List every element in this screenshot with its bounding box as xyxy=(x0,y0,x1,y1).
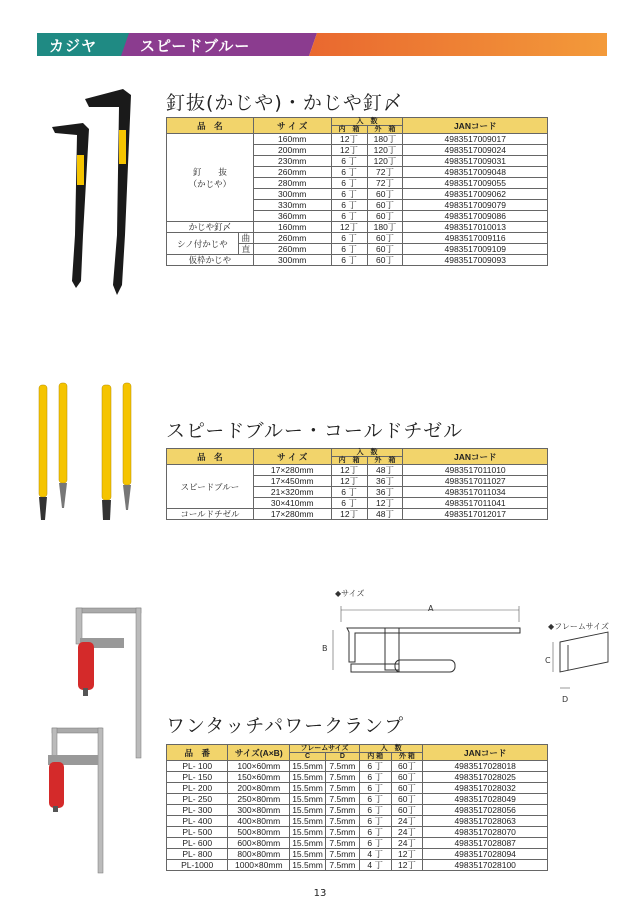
col-inner: 内 箱 xyxy=(331,457,367,465)
inner-cell: 6 丁 xyxy=(359,827,391,838)
inner-cell: 12丁 xyxy=(331,476,367,487)
model-cell: PL- 300 xyxy=(167,805,228,816)
size-cell: 400×80mm xyxy=(228,816,290,827)
size-cell: 200×80mm xyxy=(228,783,290,794)
inner-cell: 6 丁 xyxy=(331,178,367,189)
d-cell: 7.5mm xyxy=(325,838,359,849)
jan-cell: 4983517009055 xyxy=(403,178,548,189)
size-cell: 30×410mm xyxy=(253,498,331,509)
jan-cell: 4983517028025 xyxy=(423,772,548,783)
outer-cell: 36丁 xyxy=(367,476,403,487)
d-cell: 7.5mm xyxy=(325,772,359,783)
inner-cell: 6 丁 xyxy=(359,794,391,805)
size-cell: 17×280mm xyxy=(253,465,331,476)
model-cell: PL- 500 xyxy=(167,827,228,838)
jan-cell: 4983517009093 xyxy=(403,255,548,266)
size-cell: 160mm xyxy=(253,134,331,145)
inner-cell: 6 丁 xyxy=(359,805,391,816)
outer-cell: 60丁 xyxy=(391,794,423,805)
jan-cell: 4983517011034 xyxy=(403,487,548,498)
outer-cell: 72丁 xyxy=(367,178,403,189)
clamp-illustration xyxy=(40,600,160,880)
jan-cell: 4983517009031 xyxy=(403,156,548,167)
size-cell: 17×450mm xyxy=(253,476,331,487)
variant-label: 直 xyxy=(241,243,251,254)
c-cell: 15.5mm xyxy=(290,761,326,772)
inner-cell: 12丁 xyxy=(331,465,367,476)
jan-cell: 4983517028087 xyxy=(423,838,548,849)
nail-puller-table xyxy=(166,117,548,266)
d-cell: 7.5mm xyxy=(325,794,359,805)
jan-cell: 4983517009048 xyxy=(403,167,548,178)
size-cell: 280mm xyxy=(253,178,331,189)
variant-label: 曲 xyxy=(239,233,253,244)
table-row xyxy=(167,134,548,145)
section2-title: スピードブルー・コールドチゼル xyxy=(166,420,464,442)
clamp-table xyxy=(166,744,548,871)
jan-cell: 4983517011010 xyxy=(403,465,548,476)
section3-title: ワンタッチパワークランプ xyxy=(166,715,405,737)
header-banner xyxy=(37,33,607,56)
col-outer: 外 箱 xyxy=(367,457,403,465)
inner-cell: 6 丁 xyxy=(359,783,391,794)
inner-cell: 6 丁 xyxy=(331,498,367,509)
size-cell: 800×80mm xyxy=(228,849,290,860)
outer-cell: 60丁 xyxy=(391,761,423,772)
outer-cell: 60丁 xyxy=(367,233,403,244)
size-cell: 250×80mm xyxy=(228,794,290,805)
jan-cell: 4983517009116 xyxy=(403,233,548,244)
diagram-size-label: ◆サイズ xyxy=(335,589,365,598)
table-row xyxy=(167,233,548,244)
table-row xyxy=(167,761,548,772)
clamp-size-diagram xyxy=(325,600,525,700)
table-row xyxy=(167,816,548,827)
table-row xyxy=(167,805,548,816)
outer-cell: 60丁 xyxy=(391,805,423,816)
inner-cell: 6 丁 xyxy=(331,233,367,244)
inner-cell: 12丁 xyxy=(331,145,367,156)
group-name-cell xyxy=(167,134,254,222)
page-number: 13 xyxy=(313,888,327,899)
jan-cell: 4983517009024 xyxy=(403,145,548,156)
outer-cell: 60丁 xyxy=(391,772,423,783)
inner-cell: 4 丁 xyxy=(359,849,391,860)
d-cell: 7.5mm xyxy=(325,849,359,860)
table-row xyxy=(167,772,548,783)
outer-cell: 180丁 xyxy=(367,222,403,233)
model-cell: PL- 400 xyxy=(167,816,228,827)
outer-cell: 120丁 xyxy=(367,156,403,167)
banner-category: カジヤ xyxy=(49,37,98,55)
outer-cell: 60丁 xyxy=(367,211,403,222)
table-row xyxy=(167,255,548,266)
col-jan: JANコード xyxy=(423,745,548,761)
outer-cell: 12丁 xyxy=(391,849,423,860)
col-name: 品 名 xyxy=(167,449,254,465)
inner-cell: 6 丁 xyxy=(331,487,367,498)
model-cell: PL- 150 xyxy=(167,772,228,783)
dimension-d-label: D xyxy=(562,695,569,704)
d-cell: 7.5mm xyxy=(325,783,359,794)
size-cell: 300mm xyxy=(253,255,331,266)
d-cell: 7.5mm xyxy=(325,827,359,838)
inner-cell: 6 丁 xyxy=(359,772,391,783)
col-outer: 外 箱 xyxy=(391,753,423,761)
outer-cell: 60丁 xyxy=(367,255,403,266)
col-jan: JANコード xyxy=(403,449,548,465)
jan-cell: 4983517028063 xyxy=(423,816,548,827)
inner-cell: 12丁 xyxy=(331,509,367,520)
jan-cell: 4983517028056 xyxy=(423,805,548,816)
size-cell: 230mm xyxy=(253,156,331,167)
outer-cell: 180丁 xyxy=(367,134,403,145)
shino-name: シノ付かじや xyxy=(167,233,239,254)
c-cell: 15.5mm xyxy=(290,816,326,827)
c-cell: 15.5mm xyxy=(290,838,326,849)
col-size: サイズ(A×B) xyxy=(228,745,290,761)
inner-cell: 12丁 xyxy=(331,134,367,145)
c-cell: 15.5mm xyxy=(290,849,326,860)
table-row xyxy=(167,860,548,871)
inner-cell: 6 丁 xyxy=(331,255,367,266)
jan-cell: 4983517011041 xyxy=(403,498,548,509)
model-cell: PL-1000 xyxy=(167,860,228,871)
outer-cell: 24丁 xyxy=(391,827,423,838)
col-d: D xyxy=(325,753,359,761)
name-cell: 仮枠かじや xyxy=(167,255,254,266)
size-cell: 300×80mm xyxy=(228,805,290,816)
col-jan: JANコード xyxy=(403,118,548,134)
size-cell: 200mm xyxy=(253,145,331,156)
name-cell: コールドチゼル xyxy=(167,509,254,520)
jan-cell: 4983517009017 xyxy=(403,134,548,145)
name-cell xyxy=(167,233,254,255)
model-cell: PL- 100 xyxy=(167,761,228,772)
inner-cell: 6 丁 xyxy=(331,200,367,211)
col-size: サ イ ズ xyxy=(253,449,331,465)
table-row xyxy=(167,465,548,476)
chisel-illustration xyxy=(30,380,150,530)
diagram-frame-label: ◆フレームサイズ xyxy=(548,622,610,631)
size-cell: 150×60mm xyxy=(228,772,290,783)
size-cell: 21×320mm xyxy=(253,487,331,498)
jan-cell: 4983517028018 xyxy=(423,761,548,772)
size-cell: 260mm xyxy=(253,233,331,244)
size-cell: 300mm xyxy=(253,189,331,200)
dimension-a-label: A xyxy=(428,604,434,613)
col-model: 品 番 xyxy=(167,745,228,761)
table-row xyxy=(167,849,548,860)
inner-cell: 4 丁 xyxy=(359,860,391,871)
jan-cell: 4983517009086 xyxy=(403,211,548,222)
c-cell: 15.5mm xyxy=(290,805,326,816)
d-cell: 7.5mm xyxy=(325,761,359,772)
c-cell: 15.5mm xyxy=(290,794,326,805)
outer-cell: 72丁 xyxy=(367,167,403,178)
model-cell: PL- 800 xyxy=(167,849,228,860)
model-cell: PL- 250 xyxy=(167,794,228,805)
outer-cell: 60丁 xyxy=(367,244,403,255)
size-cell: 160mm xyxy=(253,222,331,233)
group-label: 釘 抜 xyxy=(192,166,227,177)
chisel-table xyxy=(166,448,548,520)
d-cell: 7.5mm xyxy=(325,816,359,827)
col-inner: 内 箱 xyxy=(359,753,391,761)
c-cell: 15.5mm xyxy=(290,860,326,871)
outer-cell: 12丁 xyxy=(367,498,403,509)
inner-cell: 12丁 xyxy=(331,222,367,233)
inner-cell: 6 丁 xyxy=(359,761,391,772)
banner-orange-strip xyxy=(309,33,607,56)
table-row xyxy=(167,827,548,838)
outer-cell: 12丁 xyxy=(391,860,423,871)
table-row xyxy=(167,222,548,233)
model-cell: PL- 200 xyxy=(167,783,228,794)
table-row xyxy=(167,794,548,805)
outer-cell: 48丁 xyxy=(367,509,403,520)
dimension-c-label: C xyxy=(545,656,551,665)
group-name-cell: スピードブルー xyxy=(167,465,254,509)
outer-cell: 24丁 xyxy=(391,816,423,827)
size-cell: 260mm xyxy=(253,167,331,178)
table-row xyxy=(167,838,548,849)
inner-cell: 6 丁 xyxy=(331,189,367,200)
section1-title: 釘抜(かじや)・かじや釘〆 xyxy=(166,92,403,114)
jan-cell: 4983517009062 xyxy=(403,189,548,200)
nail-puller-illustration xyxy=(45,85,145,305)
jan-cell: 4983517028032 xyxy=(423,783,548,794)
size-cell: 1000×80mm xyxy=(228,860,290,871)
outer-cell: 60丁 xyxy=(367,200,403,211)
jan-cell: 4983517011027 xyxy=(403,476,548,487)
name-cell: かじや釘〆 xyxy=(167,222,254,233)
outer-cell: 36丁 xyxy=(367,487,403,498)
dimension-b-label: B xyxy=(322,644,328,653)
jan-cell: 4983517010013 xyxy=(403,222,548,233)
size-cell: 17×280mm xyxy=(253,509,331,520)
outer-cell: 24丁 xyxy=(391,838,423,849)
col-c: C xyxy=(290,753,326,761)
size-cell: 500×80mm xyxy=(228,827,290,838)
inner-cell: 6 丁 xyxy=(331,244,367,255)
jan-cell: 4983517009079 xyxy=(403,200,548,211)
banner-series: スピードブルー xyxy=(140,37,251,55)
c-cell: 15.5mm xyxy=(290,783,326,794)
jan-cell: 4983517012017 xyxy=(403,509,548,520)
jan-cell: 4983517028094 xyxy=(423,849,548,860)
inner-cell: 6 丁 xyxy=(359,838,391,849)
jan-cell: 4983517028049 xyxy=(423,794,548,805)
jan-cell: 4983517028070 xyxy=(423,827,548,838)
size-cell: 100×60mm xyxy=(228,761,290,772)
d-cell: 7.5mm xyxy=(325,860,359,871)
jan-cell: 4983517028100 xyxy=(423,860,548,871)
table-row xyxy=(167,783,548,794)
col-qty: 入 数 xyxy=(359,745,423,753)
jan-cell: 4983517009109 xyxy=(403,244,548,255)
col-frame: フレームサイズ xyxy=(290,745,360,753)
c-cell: 15.5mm xyxy=(290,772,326,783)
outer-cell: 60丁 xyxy=(367,189,403,200)
size-cell: 260mm xyxy=(253,244,331,255)
inner-cell: 6 丁 xyxy=(331,156,367,167)
c-cell: 15.5mm xyxy=(290,827,326,838)
size-cell: 600×80mm xyxy=(228,838,290,849)
col-qty: 入 数 xyxy=(331,449,403,457)
d-cell: 7.5mm xyxy=(325,805,359,816)
inner-cell: 6 丁 xyxy=(331,167,367,178)
outer-cell: 48丁 xyxy=(367,465,403,476)
col-outer: 外 箱 xyxy=(367,126,403,134)
frame-size-diagram xyxy=(548,630,618,700)
col-name: 品 名 xyxy=(167,118,254,134)
inner-cell: 6 丁 xyxy=(331,211,367,222)
outer-cell: 60丁 xyxy=(391,783,423,794)
model-cell: PL- 600 xyxy=(167,838,228,849)
col-size: サ イ ズ xyxy=(253,118,331,134)
inner-cell: 6 丁 xyxy=(359,816,391,827)
table-row xyxy=(167,509,548,520)
group-label: （かじや） xyxy=(188,178,232,189)
col-qty: 入 数 xyxy=(331,118,403,126)
size-cell: 360mm xyxy=(253,211,331,222)
outer-cell: 120丁 xyxy=(367,145,403,156)
col-inner: 内 箱 xyxy=(331,126,367,134)
size-cell: 330mm xyxy=(253,200,331,211)
